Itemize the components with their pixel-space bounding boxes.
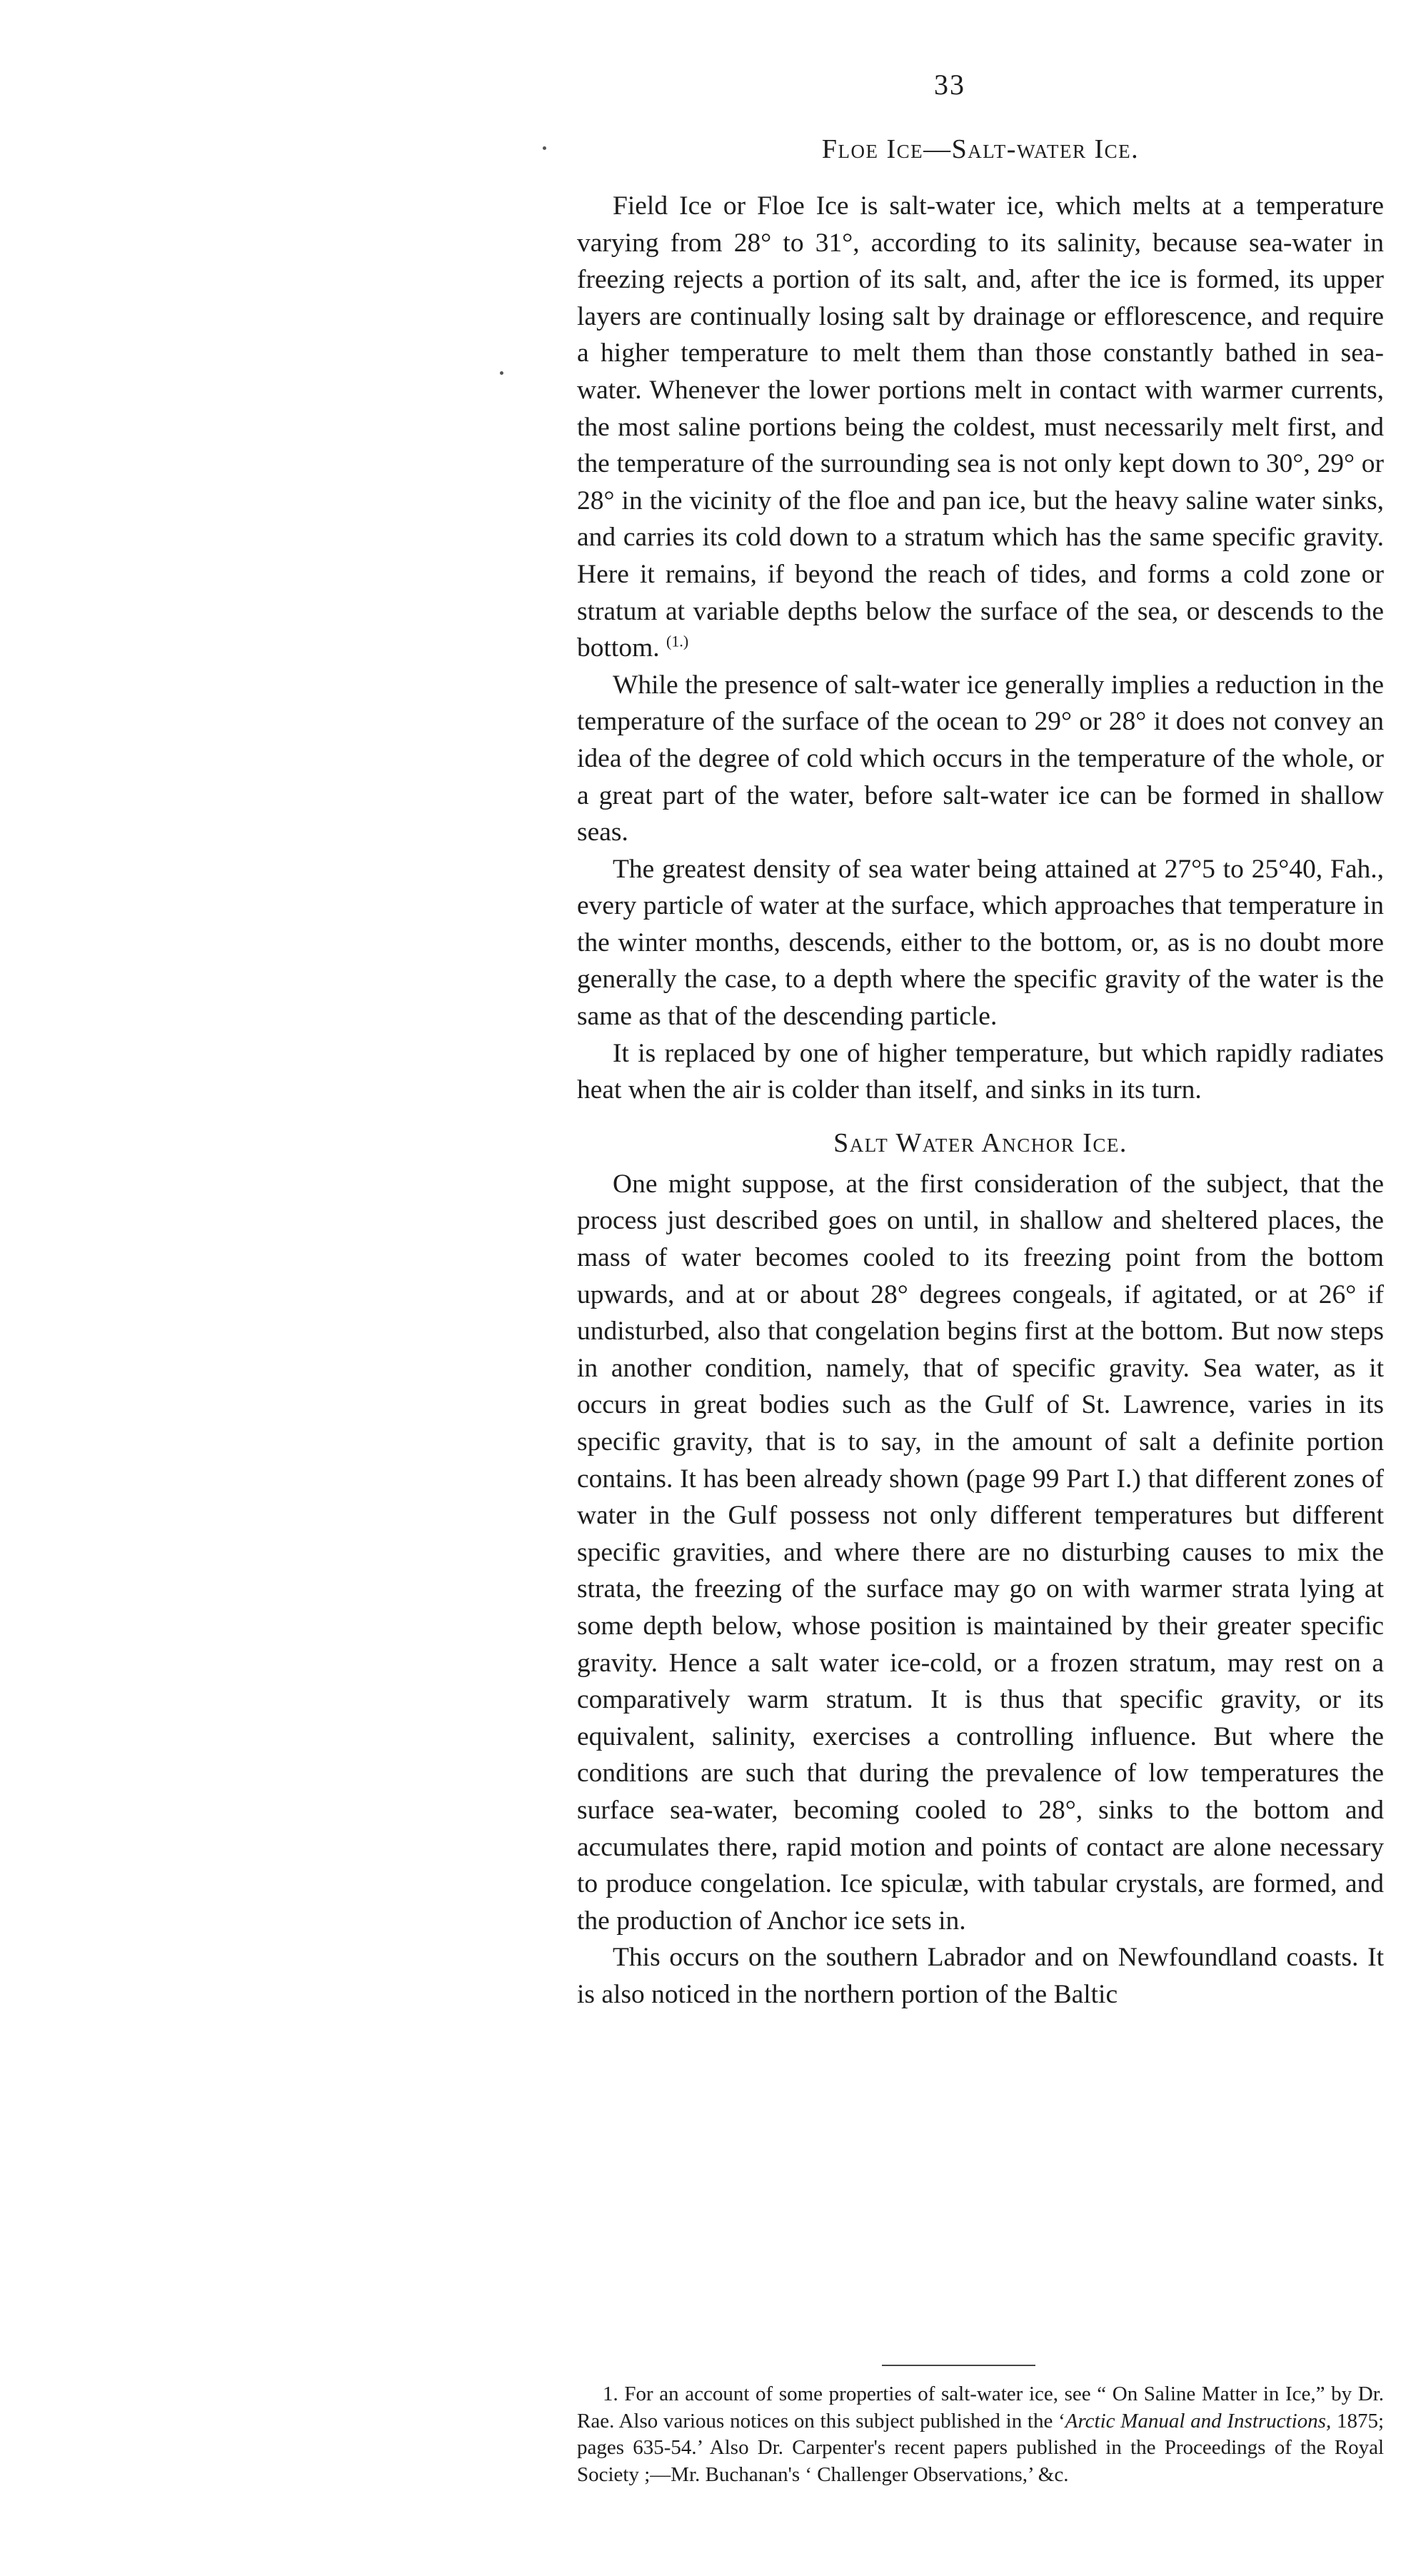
paragraph: The greatest density of sea water being attained at 27°5 to 25°40, Fah., every particle of water at the surface, which approaches that temperature in the winter months, descends, either to the bottom, or, as is no doubt more generally the case, to a depth where the specific gravity of the water is the same as that of the descending particle. (577, 854, 1384, 1032)
page-number: 33 (934, 69, 965, 101)
footnote-title: Arctic Manual and Instructions, (1065, 2409, 1332, 2432)
stray-dot (543, 146, 546, 150)
paragraph: While the presence of salt-water ice generally implies a reduction in the temperature of the surface of the ocean to 29° or 28° it does not convey an idea of the degree of cold which occurs in the temperature of the whole, or a great part of the water, before salt-water ice can be formed in shallow seas. (577, 670, 1384, 847)
footnote-divider (882, 2365, 1035, 2366)
footnote: 1. For an account of some properties of salt-water ice, see “ On Saline Matter in Ice,” by Dr. Rae. Also various notices on this subject published in the ‘Arctic Manual and Instructions, 1875; pages 635-54.’ Also Dr. Carpenter's recent papers published in the Proceedings of the Royal Society ;—Mr. Buchanan's ‘ Challenger Observations,’ &c. (577, 2383, 1385, 2486)
footnote-marker: (1.) (666, 632, 689, 650)
section-heading: Floe Ice—Salt-water Ice. (821, 134, 1140, 164)
stray-dot (500, 371, 503, 375)
text-column (577, 132, 1384, 2013)
paragraph: This occurs on the southern Labrador and on Newfoundland coasts. It is also noticed in the northern portion of the Baltic (577, 1943, 1384, 2009)
footnote-number: 1. (603, 2383, 618, 2405)
paragraph: One might suppose, at the first consideration of the subject, that the process just described goes on until, in shallow and sheltered places, the mass of water becomes cooled to its freezing point from the bottom upwards, and at or about 28° degrees congeals, if agitated, or at 26° if undisturbed, also that congelation begins first at the bottom. But now steps in another condition, namely, that of specific gravity. Sea water, as it occurs in great bodies such as the Gulf of St. Lawrence, varies in its specific gravity, that is to say, in the amount of salt a definite portion contains. It has been already shown (page 99 Part I.) that different zones of water in the Gulf possess not only different temperatures but different specific gravities, and where there are no disturbing causes to mix the strata, the freezing of the surface may go on with warmer strata lying at some depth below, whose position is maintained by their greater specific gravity. Hence a salt water ice-cold, or a frozen stratum, may rest on a comparatively warm stratum. It is thus that specific gravity, or its equivalent, salinity, exercises a controlling influence. But where the conditions are such that during the prevalence of low temperatures the surface sea-water, becoming cooled to 28°, sinks to the bottom and accumulates there, rapid motion and points of contact are alone necessary to produce congelation. Ice spiculæ, with tabular crystals, are formed, and the production of Anchor ice sets in. (577, 1169, 1384, 1936)
paragraph: Field Ice or Floe Ice is salt-water ice, which melts at a temperature varying from 28° to 31°, according to its salinity, because sea-water in freezing rejects a portion of its salt, and, after the ice is formed, its upper layers are continually losing salt by drainage or efflorescence, and require a higher temperature to melt them than those constantly bathed in sea-water. Whenever the lower portions melt in contact with warmer currents, the most saline portions being the coldest, must necessarily melt first, and the temperature of the surrounding sea is not only kept down to 30°, 29° or 28° in the vicinity of the floe and pan ice, but the heavy saline water sinks, and carries its cold down to a stratum which has the same specific gravity. Here it remains, if beyond the reach of tides, and forms a cold zone or stratum at variable depths below the surface of the sea, or descends to the bottom. $^{(1.)}$ (577, 191, 1384, 663)
section-heading: Salt Water Anchor Ice. (833, 1127, 1128, 1158)
paragraph: It is replaced by one of higher temperature, but which rapidly radiates heat when the air is colder than itself, and sinks in its turn. (577, 1038, 1384, 1105)
